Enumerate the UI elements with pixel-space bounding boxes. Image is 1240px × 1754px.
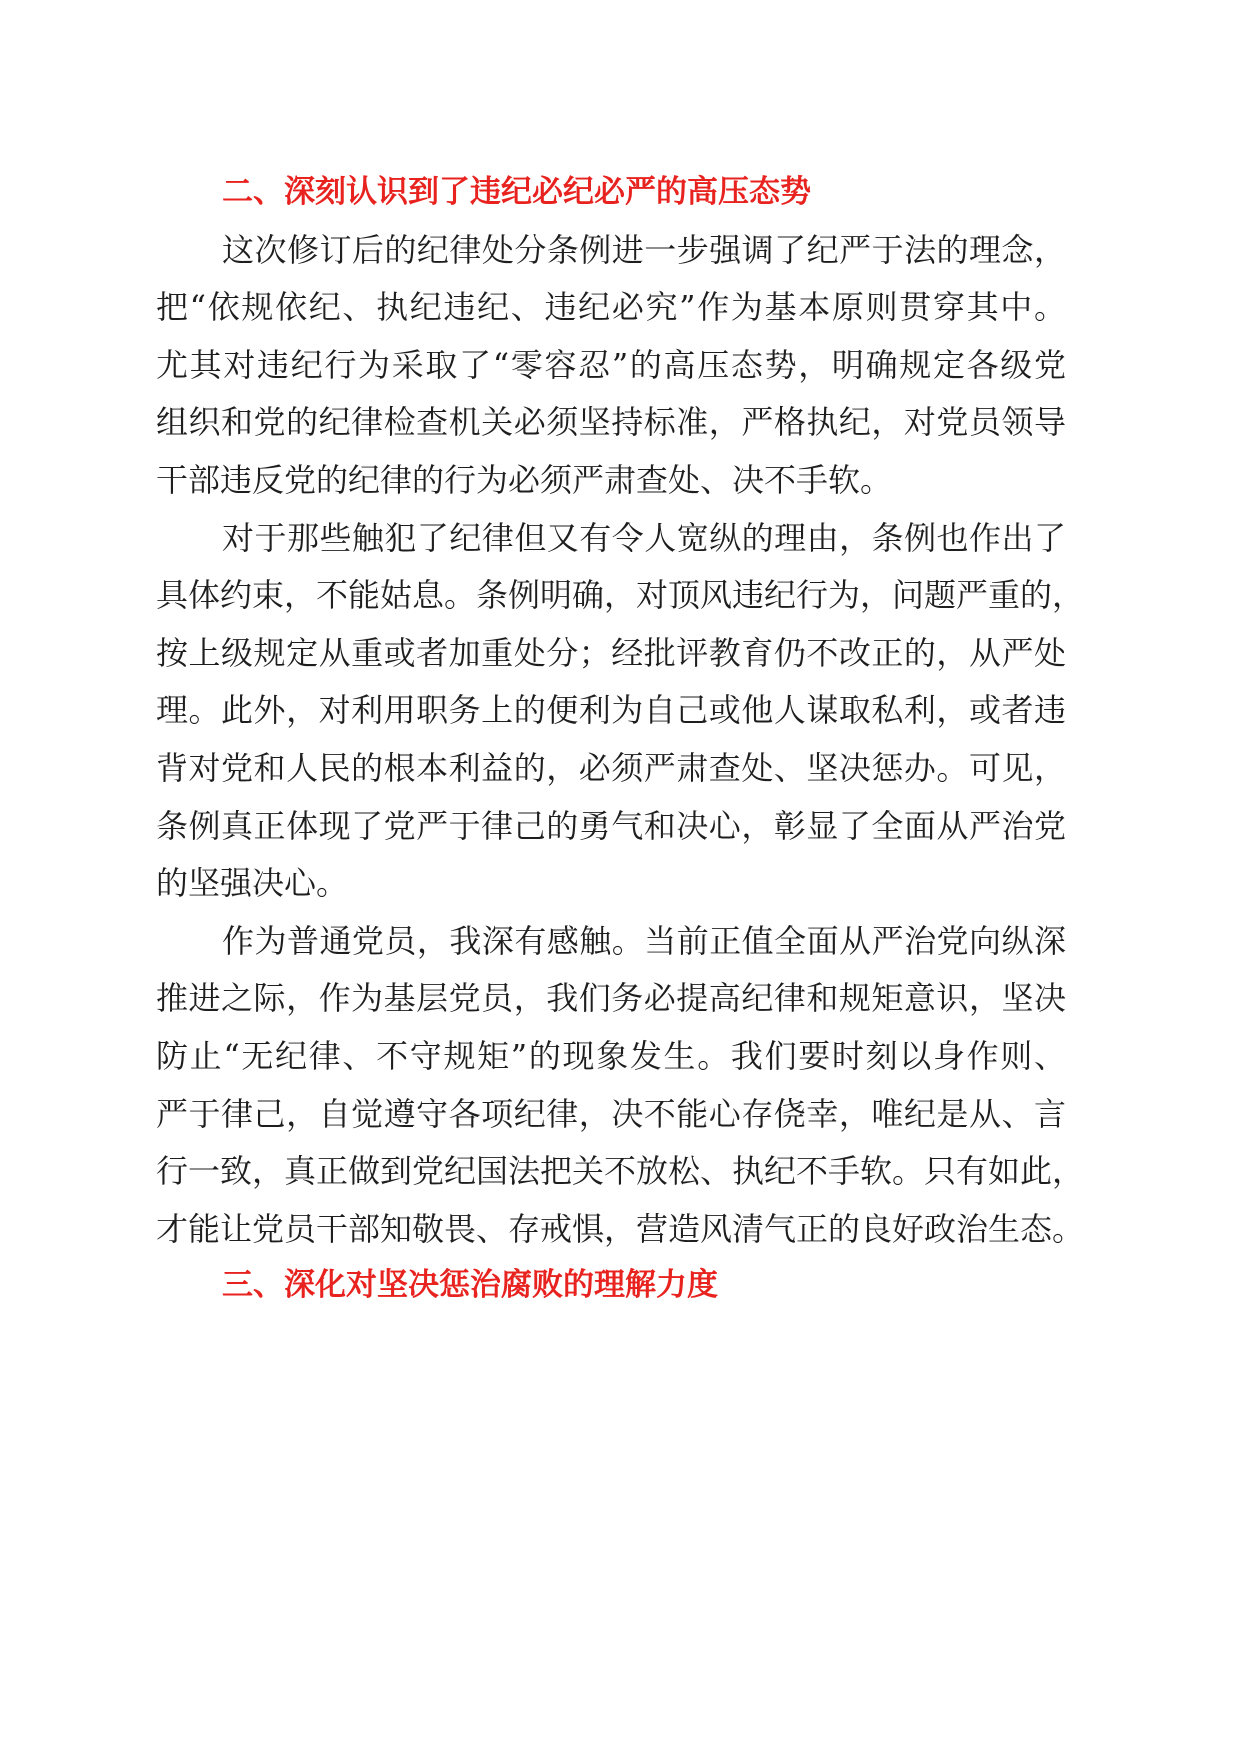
paragraph-line: 尤其对违纪行为采取了“零容忍”的高压态势，明确规定各级党: [156, 346, 1066, 384]
paragraph-line: 按上级规定从重或者加重处分；经批评教育仍不改正的，从严处: [156, 634, 1066, 672]
paragraph-line: 防止“无纪律、不守规矩”的现象发生。我们要时刻以身作则、: [156, 1037, 1066, 1075]
paragraph-line: 作为普通党员，我深有感触。当前正值全面从严治党向纵深: [222, 922, 1066, 960]
paragraph-line: 干部违反党的纪律的行为必须严肃查处、决不手软。: [156, 461, 893, 499]
paragraph-line: 理。此外，对利用职务上的便利为自己或他人谋取私利，或者违: [156, 691, 1066, 729]
paragraph-line: 严于律己，自觉遵守各项纪律，决不能心存侥幸，唯纪是从、言: [156, 1095, 1066, 1133]
paragraph-line: 这次修订后的纪律处分条例进一步强调了纪严于法的理念，: [222, 231, 1066, 269]
paragraph-line: 具体约束，不能姑息。条例明确，对顶风违纪行为，问题严重的，: [156, 576, 1085, 614]
paragraph-line: 的坚强决心。: [156, 864, 349, 902]
paragraph-line: 背对党和人民的根本利益的，必须严肃查处、坚决惩办。可见，: [156, 749, 1066, 787]
paragraph-line: 条例真正体现了党严于律己的勇气和决心，彰显了全面从严治党: [156, 807, 1066, 845]
paragraph-line: 组织和党的纪律检查机关必须坚持标准，严格执纪，对党员领导: [156, 403, 1066, 441]
section-heading-3: 三、深化对坚决惩治腐败的理解力度: [222, 1267, 718, 1303]
paragraph-line: 推进之际，作为基层党员，我们务必提高纪律和规矩意识，坚决: [156, 979, 1066, 1017]
section-heading-2: 二、深刻认识到了违纪必纪必严的高压态势: [222, 174, 811, 210]
paragraph-line: 才能让党员干部知敬畏、存戒惧，营造风清气正的良好政治生态。: [156, 1210, 1085, 1248]
paragraph-line: 行一致，真正做到党纪国法把关不放松、执纪不手软。只有如此，: [156, 1152, 1085, 1190]
paragraph-line: 把“依规依纪、执纪违纪、违纪必究”作为基本原则贯穿其中。: [156, 288, 1066, 326]
paragraph-line: 对于那些触犯了纪律但又有令人宽纵的理由，条例也作出了: [222, 519, 1066, 557]
